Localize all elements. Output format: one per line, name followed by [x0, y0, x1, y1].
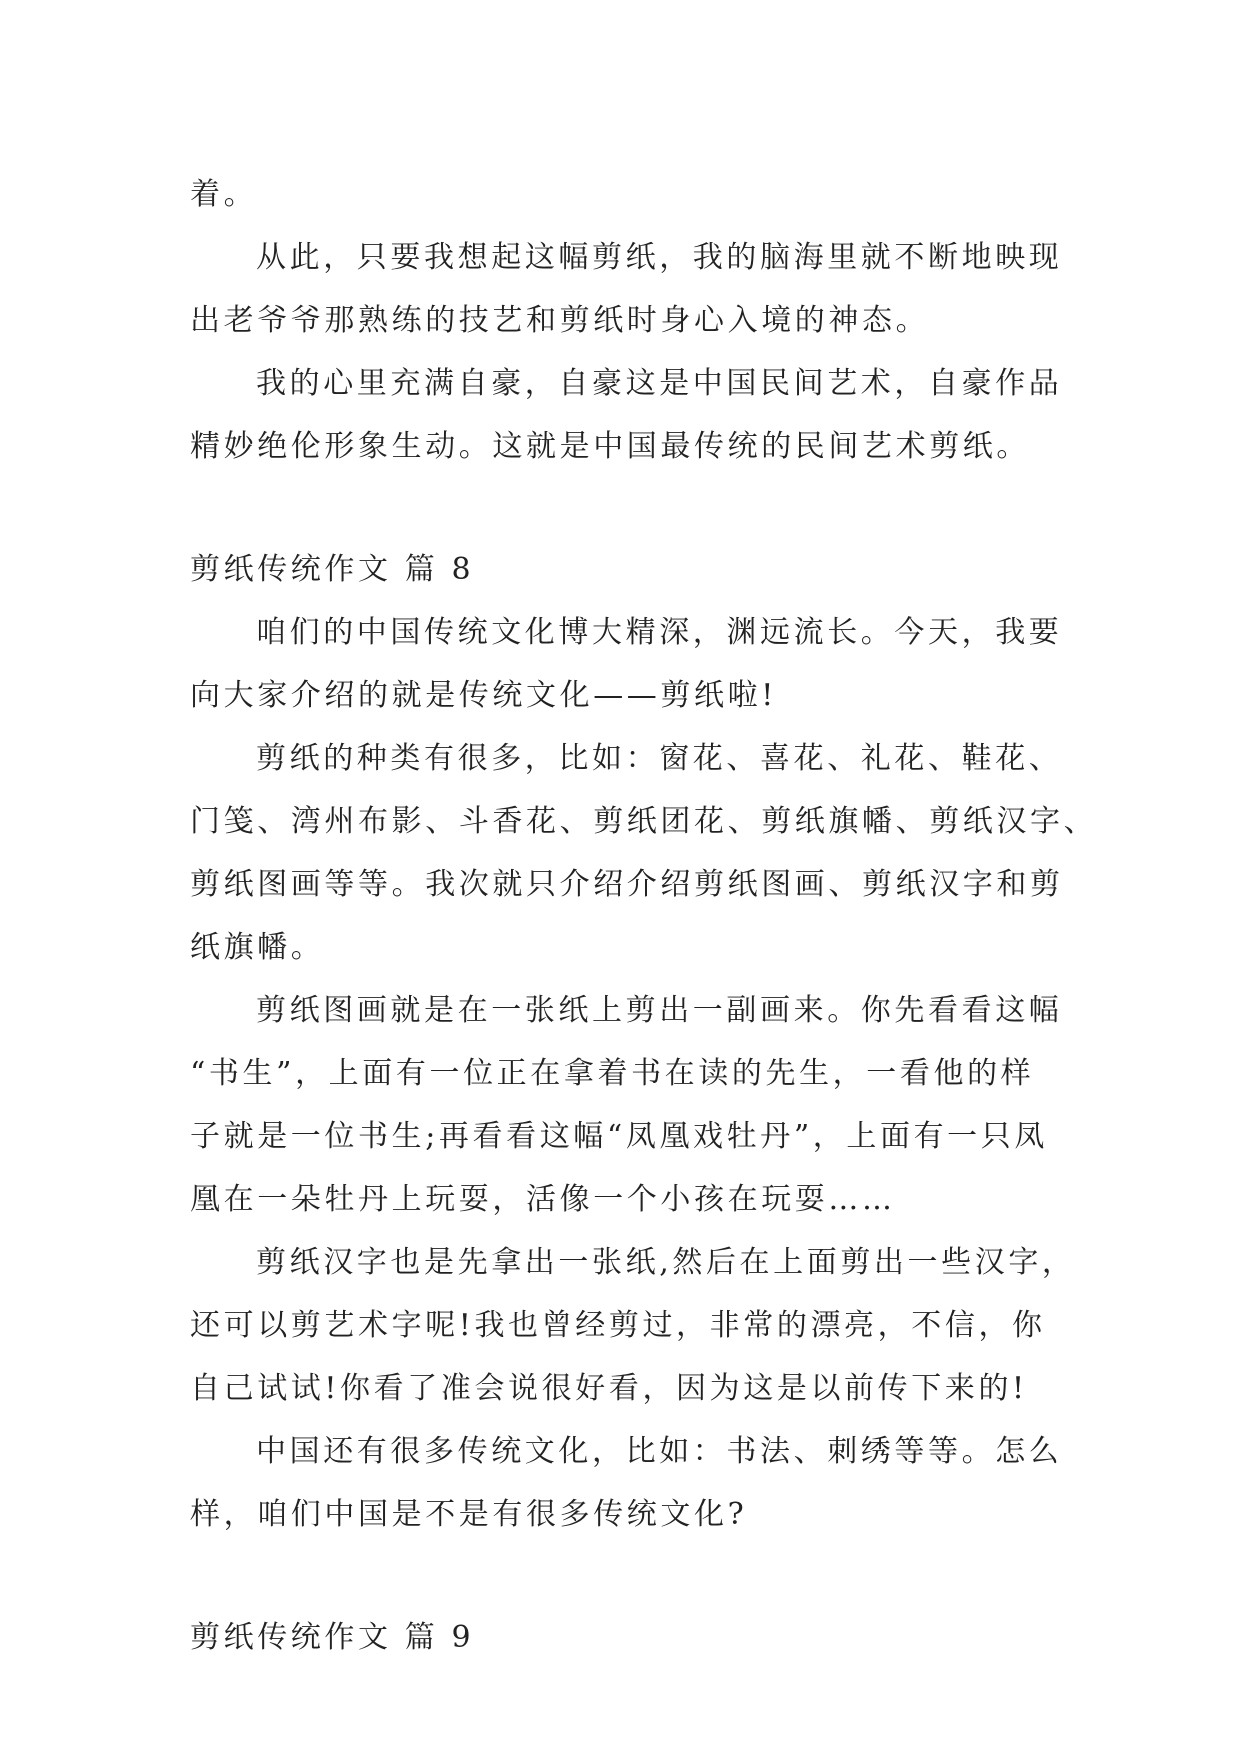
- paragraph-line: 向大家介绍的就是传统文化——剪纸啦!: [190, 678, 777, 713]
- section-heading-8: 剪纸传统作文 篇 8: [190, 552, 475, 587]
- paragraph-line: 子就是一位书生;再看看这幅“凤凰戏牡丹”，上面有一只凤: [190, 1119, 1048, 1154]
- paragraph-line: 精妙绝伦形象生动。这就是中国最传统的民间艺术剪纸。: [190, 429, 1030, 464]
- paragraph-line: 剪纸图画等等。我次就只介绍介绍剪纸图画、剪纸汉字和剪: [190, 867, 1064, 902]
- paragraph-line: 咱们的中国传统文化博大精深，渊远流长。今天，我要: [256, 615, 1063, 650]
- section-heading-9: 剪纸传统作文 篇 9: [190, 1620, 475, 1655]
- paragraph-line: “书生”，上面有一位正在拿着书在读的先生，一看他的样: [190, 1056, 1035, 1091]
- paragraph-line: 中国还有很多传统文化，比如：书法、刺绣等等。怎么: [256, 1434, 1063, 1469]
- paragraph-line: 我的心里充满自豪，自豪这是中国民间艺术，自豪作品: [256, 366, 1063, 401]
- paragraph-line: 自己试试!你看了准会说很好看，因为这是以前传下来的!: [190, 1371, 1028, 1406]
- section-gap: [190, 478, 1060, 538]
- paragraph-line: 出老爷爷那熟练的技艺和剪纸时身心入境的神态。: [190, 303, 930, 338]
- paragraph-line: 还可以剪艺术字呢!我也曾经剪过，非常的漂亮，不信，你: [190, 1308, 1046, 1343]
- paragraph-line: 剪纸汉字也是先拿出一张纸,然后在上面剪出一些汉字，: [256, 1245, 1076, 1280]
- paragraph-line: 从此，只要我想起这幅剪纸，我的脑海里就不断地映现: [256, 240, 1063, 275]
- paragraph-line: 着。: [190, 177, 258, 212]
- document-body: [190, 163, 1098, 1669]
- paragraph-line: 凰在一朵牡丹上玩耍，活像一个小孩在玩耍……: [190, 1182, 896, 1217]
- paragraph-line: 门笺、湾州布影、斗香花、剪纸团花、剪纸旗幡、剪纸汉字、: [190, 804, 1098, 839]
- paragraph-line: 纸旗幡。: [190, 930, 325, 965]
- paragraph-line: 剪纸的种类有很多，比如：窗花、喜花、礼花、鞋花、: [256, 741, 1063, 776]
- paragraph-line: 样，咱们中国是不是有很多传统文化?: [190, 1497, 748, 1532]
- paragraph-line: 剪纸图画就是在一张纸上剪出一副画来。你先看看这幅: [256, 993, 1063, 1028]
- section-gap: [190, 1546, 1060, 1606]
